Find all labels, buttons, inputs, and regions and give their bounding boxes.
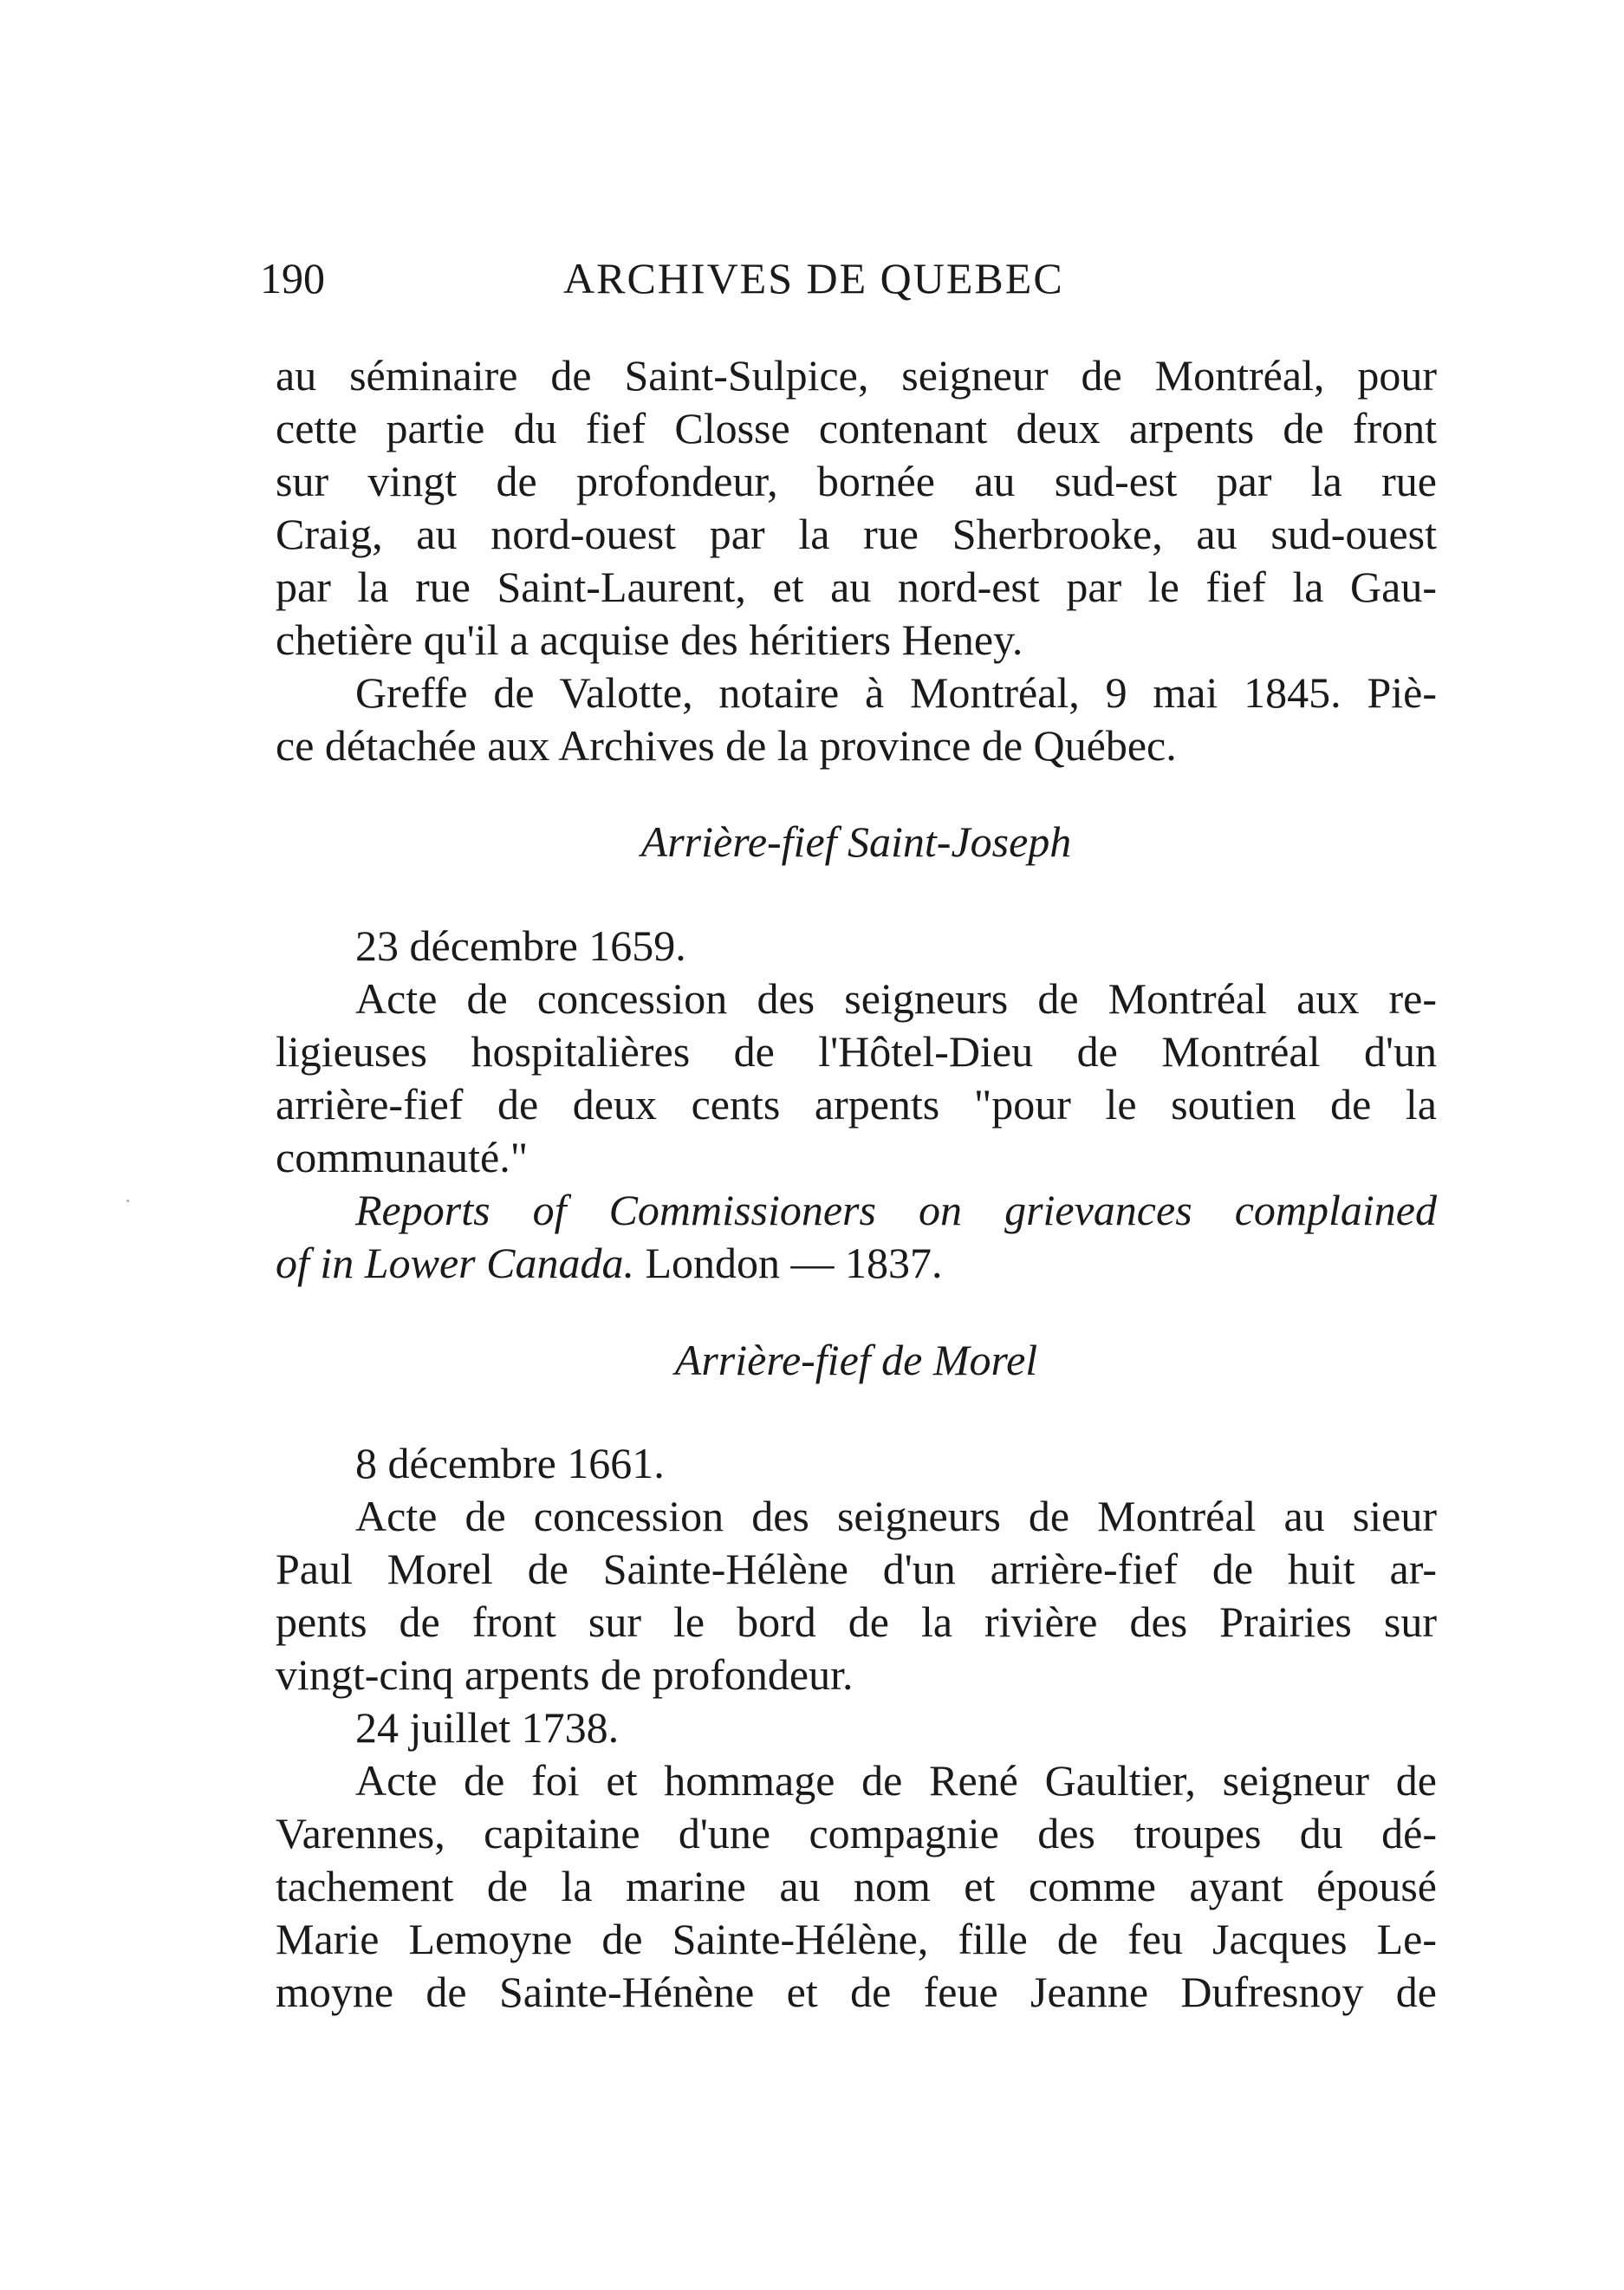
text-line: chetière qu'il a acquise des héritiers Heney. [276,615,1023,664]
entry-date: 23 décembre 1659. [355,921,686,970]
text-line: ce détachée aux Archives de la province de Québec. [276,721,1177,770]
text-line: Acte de concession des seigneurs de Montréal aux re- [355,974,1437,1023]
text-line: Varennes, capitaine d'une compagnie des troupes du dé- [276,1809,1437,1857]
text-line: pents de front sur le bord de la rivière des Prairies sur [276,1597,1437,1646]
scan-speck [127,1200,129,1202]
text-line: arrière-fief de deux cents arpents "pour le soutien de la [276,1080,1437,1129]
text-line: vingt-cinq arpents de profondeur. [276,1650,854,1699]
reference-line: Reports of Commissioners on grievances complained [355,1186,1437,1234]
text-line: ligieuses hospitalières de l'Hôtel-Dieu de Montréal d'un [276,1027,1437,1076]
entry-date: 24 juillet 1738. [355,1703,620,1752]
text-line: moyne de Sainte-Hénène et de feue Jeanne Dufresnoy de [276,1968,1437,2016]
text-line: par la rue Saint-Laurent, et au nord-est par le fief la Gau- [276,563,1437,611]
text-line: cette partie du fief Closse contenant deux arpents de front [276,404,1437,452]
text-line: Paul Morel de Sainte-Hélène d'un arrière-fief de huit ar- [276,1545,1437,1593]
text-line: Marie Lemoyne de Sainte-Hélène, fille de feu Jacques Le- [276,1915,1437,1963]
text-line: tachement de la marine au nom et comme ayant épousé [276,1862,1437,1910]
text-line: Craig, au nord-ouest par la rue Sherbrooke, au sud-ouest [276,510,1437,558]
text-line: au séminaire de Saint-Sulpice, seigneur de Montréal, pour [276,351,1437,400]
entry-date: 8 décembre 1661. [355,1439,665,1487]
text-line: Acte de foi et hommage de René Gaultier, seigneur de [355,1756,1437,1805]
running-title: ARCHIVES DE QUEBEC [563,254,1064,303]
page-number: 190 [260,254,325,303]
text-line: sur vingt de profondeur, bornée au sud-est par la rue [276,457,1437,505]
text-line: Greffe de Valotte, notaire à Montréal, 9 mai 1845. Piè- [355,668,1437,717]
text-line: communauté." [276,1133,529,1181]
reference-imprint: London — 1837. [645,1239,943,1287]
section-heading: Arrière-fief de Morel [674,1336,1038,1384]
section-heading: Arrière-fief Saint-Joseph [640,817,1072,866]
reference-title: of in Lower Canada. [276,1239,634,1287]
text-line: Acte de concession des seigneurs de Montréal au sieur [355,1492,1437,1540]
reference-line [276,1238,1437,1288]
